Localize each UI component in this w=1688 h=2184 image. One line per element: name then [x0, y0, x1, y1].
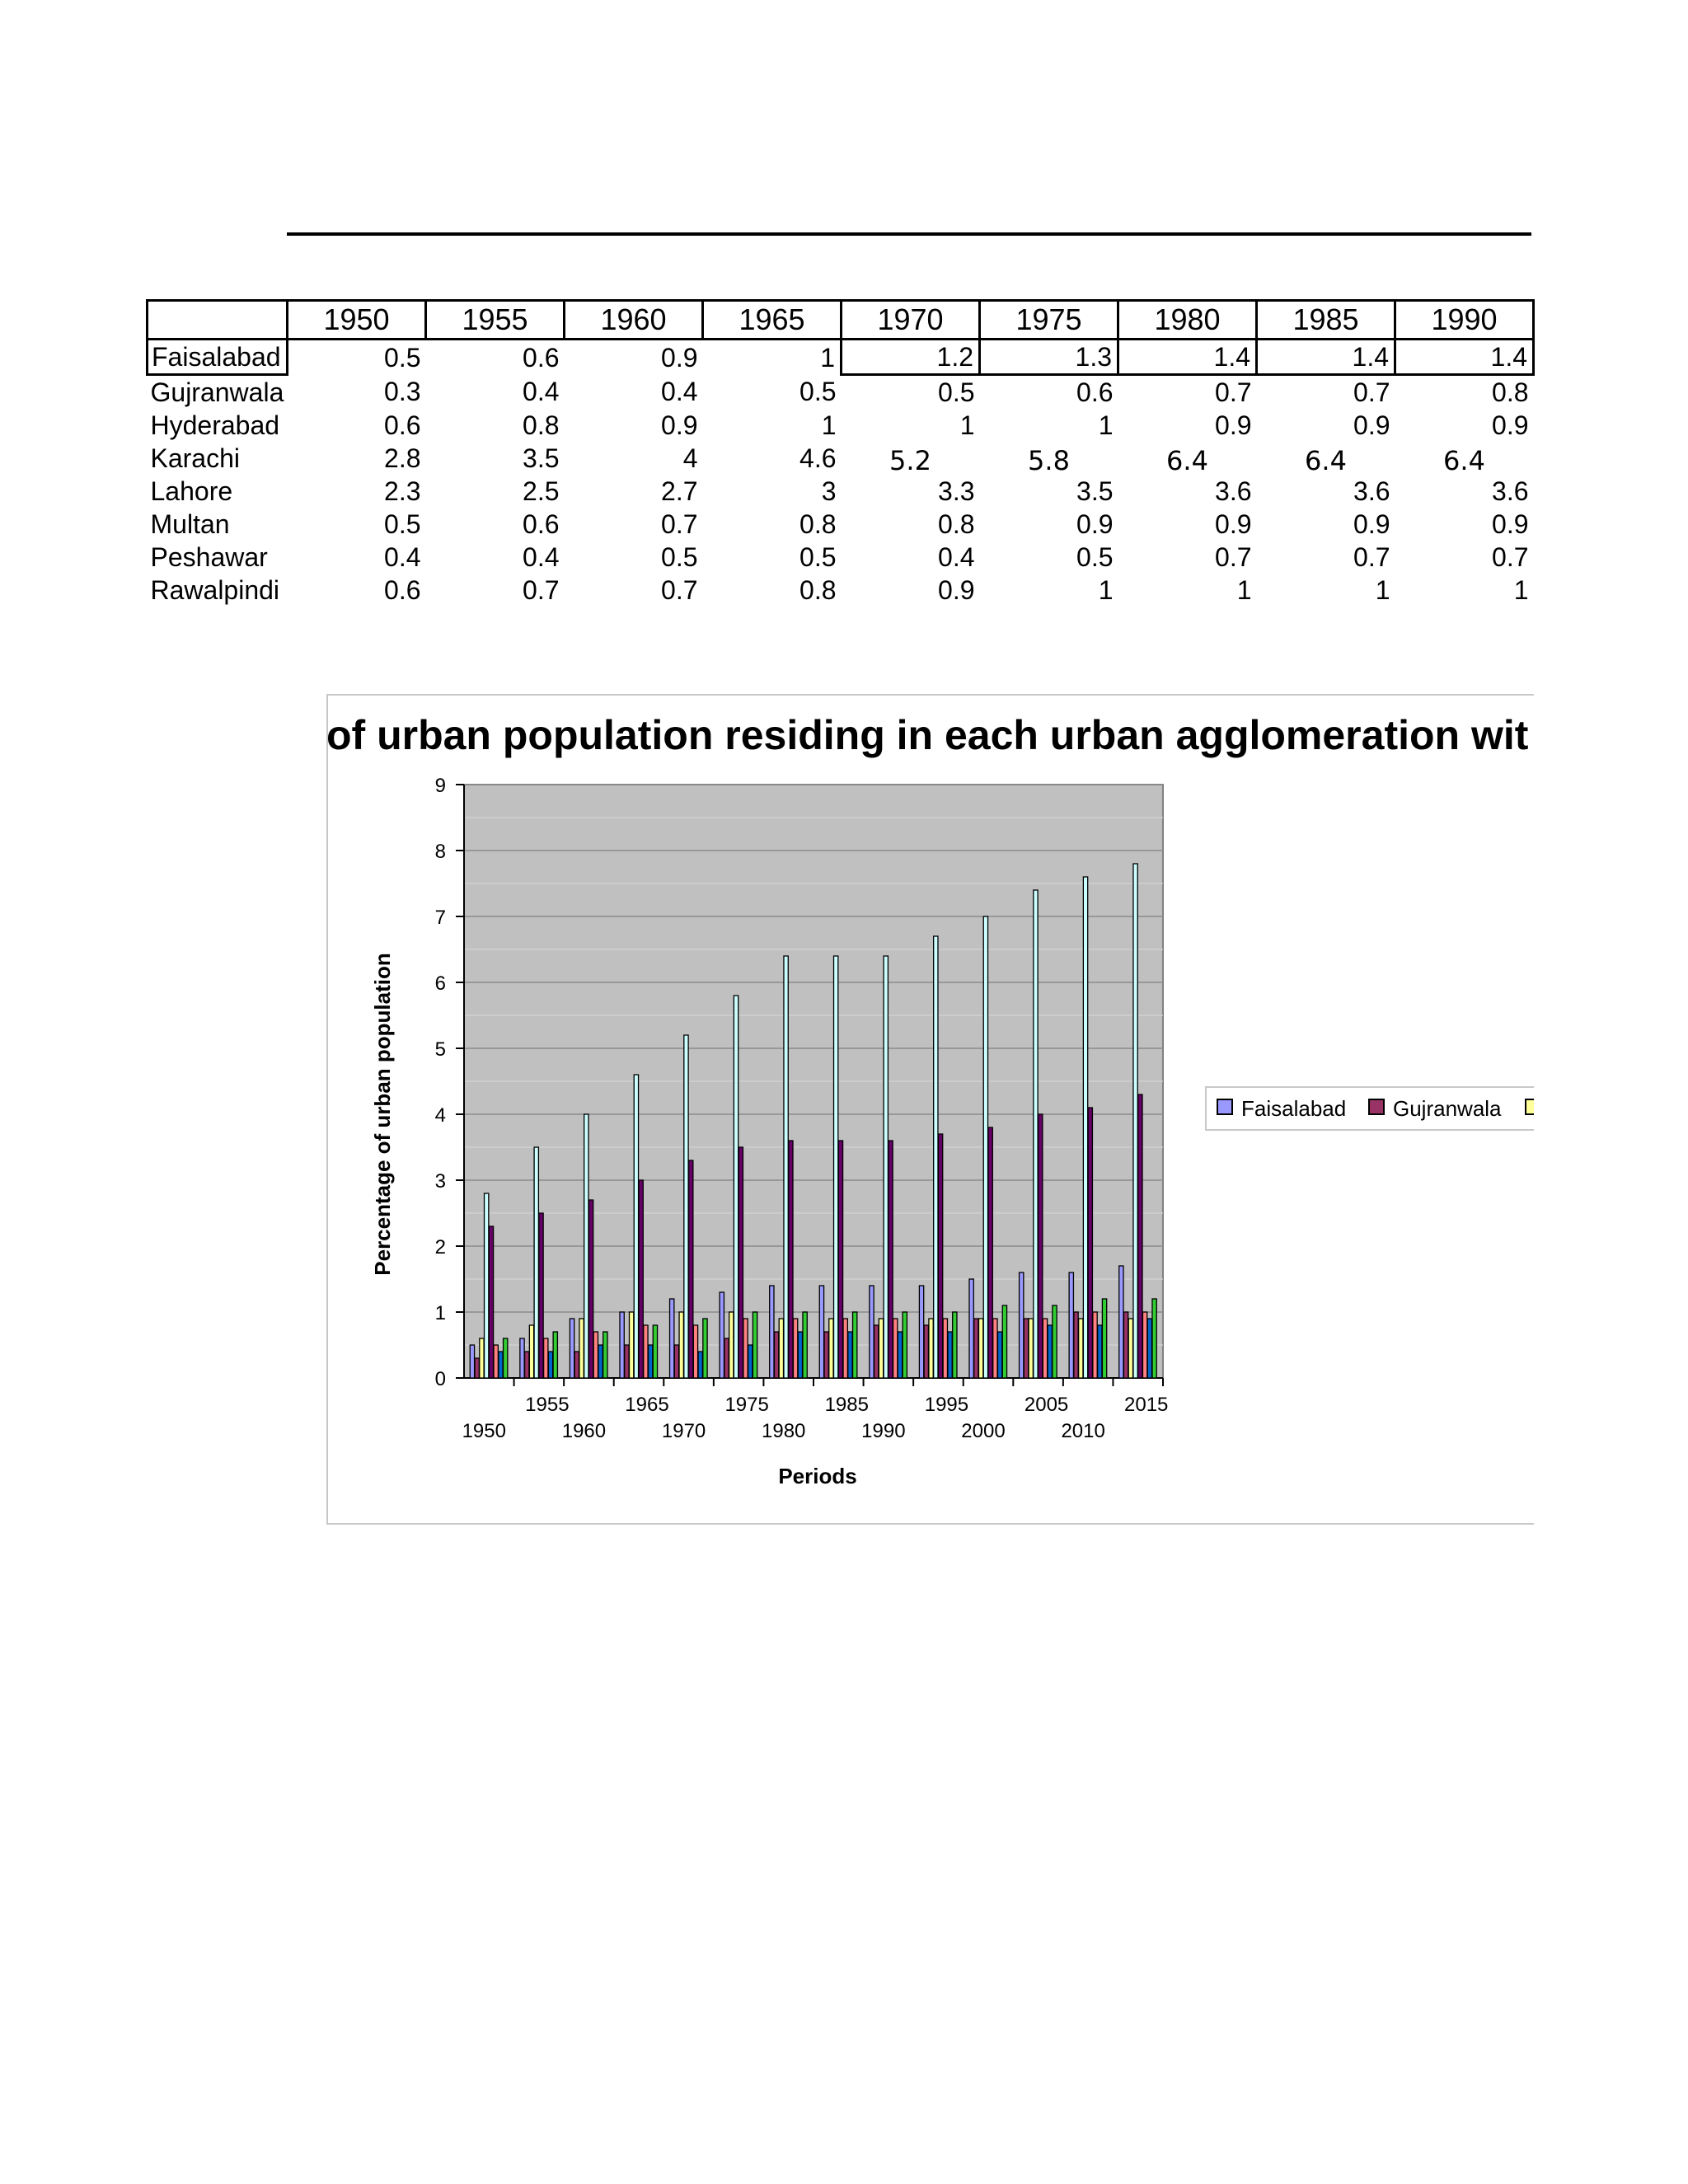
bar-series-8 [953, 1312, 957, 1378]
bar-series-6 [693, 1325, 697, 1378]
bar-series-4 [983, 916, 987, 1378]
value-cell: 0.3 [384, 377, 421, 407]
bar-faisalabad [570, 1319, 574, 1378]
value-cell: 1 [1513, 575, 1529, 605]
bar-series-8 [753, 1312, 757, 1378]
x-tick-label: 1995 [924, 1394, 969, 1416]
value-cell: 3.5 [1076, 476, 1114, 506]
bar-series-4 [634, 1075, 638, 1378]
city-cell: Faisalabad [148, 340, 288, 375]
value-cell: 3.3 [938, 476, 975, 506]
y-tick-label: 8 [434, 841, 446, 863]
bar-series-4 [584, 1114, 588, 1378]
city-cell: Peshawar [150, 542, 268, 572]
bar-gujranwala [625, 1345, 629, 1378]
y-tick-label: 5 [434, 1038, 446, 1061]
legend-label: Faisalabad [1241, 1096, 1347, 1121]
value-cell: 0.7 [661, 509, 698, 539]
value-cell: 5.2 [889, 445, 931, 475]
y-axis-title: Percentage of urban population [370, 953, 395, 1276]
bar-series-7 [1098, 1325, 1102, 1378]
bar-series-5 [1088, 1108, 1092, 1378]
y-tick-label: 9 [434, 775, 446, 797]
bar-series-7 [649, 1345, 653, 1378]
bar-faisalabad [620, 1312, 624, 1378]
bar-series-7 [1048, 1325, 1052, 1378]
bar-gujranwala [974, 1319, 978, 1378]
value-cell: 2.7 [661, 476, 698, 506]
value-cell: 0.9 [938, 575, 975, 605]
x-tick-label: 1955 [525, 1394, 570, 1416]
y-tick-label: 7 [434, 907, 446, 929]
bar-series-5 [889, 1141, 893, 1378]
bar-series-5 [489, 1226, 493, 1378]
bar-series-5 [639, 1180, 643, 1378]
value-cell: 1 [959, 410, 975, 440]
value-cell: 0.5 [799, 377, 837, 407]
value-cell: 0.7 [1353, 542, 1390, 572]
bar-series-3 [929, 1319, 933, 1378]
value-cell: 6.4 [1443, 445, 1485, 475]
bar-gujranwala [674, 1345, 678, 1378]
value-cell: 0.9 [1215, 509, 1252, 539]
value-cell: 0.5 [1076, 542, 1114, 572]
bar-gujranwala [1123, 1312, 1128, 1378]
year-header: 1955 [426, 301, 565, 340]
value-cell: 0.7 [661, 575, 698, 605]
value-cell: 0.9 [1492, 410, 1529, 440]
bar-series-5 [1039, 1114, 1043, 1378]
bar-series-3 [579, 1319, 584, 1378]
y-tick-label: 3 [434, 1170, 446, 1193]
legend-swatch [1368, 1099, 1385, 1115]
city-cell: Multan [150, 509, 230, 539]
y-tick-label: 1 [434, 1302, 446, 1324]
value-cell: 0.9 [661, 410, 698, 440]
value-cell: 1.4 [1395, 340, 1534, 375]
bar-gujranwala [475, 1358, 479, 1378]
bar-series-6 [544, 1338, 548, 1378]
bar-series-8 [653, 1325, 657, 1378]
city-cell: Gujranwala [150, 377, 284, 407]
value-cell: 0.6 [523, 509, 560, 539]
value-cell: 0.5 [799, 542, 837, 572]
bar-series-7 [848, 1332, 852, 1378]
value-cell: 0.6 [384, 575, 421, 605]
bar-gujranwala [924, 1325, 928, 1378]
bar-faisalabad [520, 1338, 524, 1378]
bar-series-7 [548, 1352, 552, 1378]
legend-swatch [1217, 1099, 1233, 1115]
value-cell: 0.9 [1076, 509, 1114, 539]
bar-series-7 [499, 1352, 503, 1378]
value-cell: 0.9 [1353, 410, 1390, 440]
value-cell: 1.4 [1118, 340, 1257, 375]
value-cell: 1 [1375, 575, 1390, 605]
city-cell: Karachi [150, 443, 240, 473]
bar-series-3 [629, 1312, 633, 1378]
bar-series-3 [779, 1319, 783, 1378]
bar-faisalabad [919, 1286, 923, 1378]
value-cell: 3 [821, 476, 837, 506]
bar-series-6 [943, 1319, 947, 1378]
value-cell: 1 [820, 342, 835, 373]
value-cell: 1.3 [980, 340, 1118, 375]
bar-series-6 [593, 1332, 598, 1378]
bar-series-4 [734, 996, 738, 1378]
value-cell: 0.4 [384, 542, 421, 572]
bar-series-4 [1133, 864, 1137, 1378]
bar-series-4 [784, 956, 788, 1378]
value-cell: 1 [1098, 575, 1114, 605]
bar-series-7 [698, 1352, 702, 1378]
value-cell: 0.5 [661, 542, 698, 572]
year-header: 1980 [1118, 301, 1257, 340]
bar-series-6 [893, 1319, 898, 1378]
bar-gujranwala [824, 1332, 828, 1378]
chart-legend [1205, 1086, 1534, 1131]
value-cell: 0.7 [523, 575, 560, 605]
bar-series-3 [480, 1338, 484, 1378]
value-cell: 1.2 [842, 340, 980, 375]
bar-series-5 [588, 1200, 593, 1378]
value-cell: 2.3 [384, 476, 421, 506]
bar-series-5 [738, 1147, 743, 1378]
bar-faisalabad [870, 1286, 874, 1378]
value-cell: 5.8 [1028, 445, 1070, 475]
bar-gujranwala [874, 1325, 879, 1378]
bar-series-3 [879, 1319, 883, 1378]
value-cell: 0.5 [384, 342, 421, 373]
bar-faisalabad [720, 1292, 724, 1378]
value-cell: 0.5 [938, 377, 975, 407]
bar-series-3 [1079, 1319, 1083, 1378]
bar-series-5 [689, 1160, 693, 1378]
value-cell: 3.6 [1492, 476, 1529, 506]
bar-series-4 [934, 936, 938, 1378]
city-cell: Rawalpindi [150, 575, 280, 605]
value-cell: 0.7 [1492, 542, 1529, 572]
y-tick-label: 4 [434, 1104, 446, 1127]
bar-series-7 [898, 1332, 902, 1378]
bar-series-5 [838, 1141, 842, 1378]
bar-series-8 [1152, 1299, 1156, 1378]
bar-series-4 [485, 1193, 489, 1378]
bar-gujranwala [525, 1352, 529, 1378]
bar-series-7 [1147, 1319, 1151, 1378]
year-header: 1990 [1395, 301, 1534, 340]
x-tick-label: 1980 [762, 1420, 806, 1442]
bar-series-4 [834, 956, 838, 1378]
value-cell: 1 [1098, 410, 1114, 440]
x-tick-label: 1990 [861, 1420, 906, 1442]
bar-series-7 [798, 1332, 802, 1378]
bar-series-3 [679, 1312, 683, 1378]
year-header: 1965 [703, 301, 842, 340]
x-tick-label: 2010 [1061, 1420, 1105, 1442]
value-cell: 0.6 [523, 342, 560, 373]
bar-series-3 [1029, 1319, 1033, 1378]
value-cell: 0.9 [661, 342, 698, 373]
value-cell: 0.4 [523, 377, 560, 407]
value-cell: 0.6 [384, 410, 421, 440]
bar-series-6 [1142, 1312, 1146, 1378]
value-cell: 6.4 [1166, 445, 1208, 475]
bar-gujranwala [574, 1352, 579, 1378]
value-cell: 1 [821, 410, 837, 440]
city-cell: Hyderabad [150, 410, 280, 440]
bar-gujranwala [724, 1338, 729, 1378]
bar-series-7 [748, 1345, 753, 1378]
year-header: 1950 [288, 301, 426, 340]
x-tick-label: 1965 [625, 1394, 669, 1416]
year-header: 1985 [1257, 301, 1395, 340]
bar-faisalabad [1020, 1272, 1024, 1378]
bar-gujranwala [1024, 1319, 1028, 1378]
bar-series-8 [1102, 1299, 1106, 1378]
bar-series-8 [504, 1338, 508, 1378]
bar-series-3 [978, 1319, 982, 1378]
bar-faisalabad [1119, 1266, 1123, 1378]
bar-series-7 [948, 1332, 952, 1378]
bar-series-4 [1083, 877, 1087, 1378]
bar-series-8 [1002, 1305, 1006, 1378]
bar-series-6 [993, 1319, 997, 1378]
bar-faisalabad [819, 1286, 823, 1378]
bar-series-8 [703, 1319, 707, 1378]
bar-series-8 [903, 1312, 907, 1378]
legend-swatch [1525, 1099, 1534, 1115]
bar-series-3 [729, 1312, 734, 1378]
bar-series-6 [793, 1319, 797, 1378]
bar-series-5 [789, 1141, 793, 1378]
x-tick-label: 1960 [561, 1420, 607, 1442]
bar-series-5 [988, 1127, 992, 1378]
bar-series-8 [853, 1312, 857, 1378]
bar-series-6 [494, 1345, 498, 1378]
value-cell: 0.9 [1353, 509, 1390, 539]
x-tick-label: 1975 [724, 1394, 769, 1416]
value-cell: 0.7 [1215, 542, 1252, 572]
value-cell: 0.8 [523, 410, 560, 440]
bar-series-6 [1093, 1312, 1097, 1378]
value-cell: 0.8 [1492, 377, 1529, 407]
value-cell: 0.6 [1076, 377, 1114, 407]
bar-series-7 [598, 1345, 603, 1378]
year-header: 1970 [842, 301, 980, 340]
bar-faisalabad [670, 1299, 674, 1378]
bar-gujranwala [774, 1332, 778, 1378]
value-cell: 4.6 [799, 443, 837, 473]
bar-gujranwala [1074, 1312, 1078, 1378]
city-cell: Lahore [150, 476, 233, 506]
value-cell: 0.8 [799, 575, 837, 605]
value-cell: 2.8 [384, 443, 421, 473]
value-cell: 0.4 [661, 377, 698, 407]
bar-series-4 [684, 1035, 688, 1378]
x-tick-label: 1950 [462, 1420, 506, 1442]
x-tick-label: 1970 [661, 1420, 706, 1442]
x-tick-label: 2005 [1024, 1394, 1069, 1416]
x-tick-label: 1985 [824, 1394, 869, 1416]
value-cell: 0.7 [1353, 377, 1390, 407]
value-cell: 0.5 [384, 509, 421, 539]
value-cell: 1.4 [1257, 340, 1395, 375]
year-header: 1975 [980, 301, 1118, 340]
bar-series-8 [603, 1332, 607, 1378]
y-tick-label: 2 [434, 1236, 446, 1258]
value-cell: 1 [1236, 575, 1252, 605]
value-cell: 0.4 [523, 542, 560, 572]
value-cell: 3.6 [1215, 476, 1252, 506]
bar-series-5 [539, 1213, 543, 1378]
bar-series-4 [884, 956, 888, 1378]
value-cell: 6.4 [1305, 445, 1347, 475]
value-cell: 3.5 [523, 443, 560, 473]
bar-series-8 [803, 1312, 807, 1378]
value-cell: 3.6 [1353, 476, 1390, 506]
bar-series-3 [529, 1325, 533, 1378]
bar-series-6 [843, 1319, 847, 1378]
value-cell: 2.5 [523, 476, 560, 506]
bar-series-6 [1043, 1319, 1047, 1378]
value-cell: 0.9 [1492, 509, 1529, 539]
value-cell: 0.7 [1215, 377, 1252, 407]
bar-faisalabad [770, 1286, 774, 1378]
y-tick-label: 0 [434, 1368, 446, 1390]
bar-series-6 [743, 1319, 748, 1378]
value-cell: 0.8 [938, 509, 975, 539]
chart-title-text: of urban population residing in each urban agglomeration wit [326, 712, 1529, 758]
bar-series-4 [1034, 890, 1038, 1378]
bar-faisalabad [470, 1345, 474, 1378]
y-tick-label: 6 [434, 972, 446, 995]
bar-series-8 [553, 1332, 557, 1378]
bar-series-5 [1138, 1094, 1142, 1378]
x-tick-label: 2000 [961, 1420, 1006, 1442]
bar-series-5 [938, 1134, 942, 1378]
bar-series-7 [998, 1332, 1002, 1378]
bar-faisalabad [1069, 1272, 1073, 1378]
value-cell: 0.8 [799, 509, 837, 539]
bar-series-4 [534, 1147, 538, 1378]
bar-series-6 [644, 1325, 648, 1378]
bar-faisalabad [969, 1279, 973, 1378]
value-cell: 4 [682, 443, 698, 473]
bar-series-3 [1128, 1319, 1132, 1378]
x-axis-title: Periods [778, 1464, 857, 1488]
value-cell: 0.4 [938, 542, 975, 572]
bar-series-3 [829, 1319, 833, 1378]
bar-series-8 [1053, 1305, 1057, 1378]
year-header: 1960 [565, 301, 703, 340]
value-cell: 0.9 [1215, 410, 1252, 440]
legend-label: Gujranwala [1393, 1096, 1502, 1121]
x-tick-label: 2015 [1124, 1394, 1169, 1416]
